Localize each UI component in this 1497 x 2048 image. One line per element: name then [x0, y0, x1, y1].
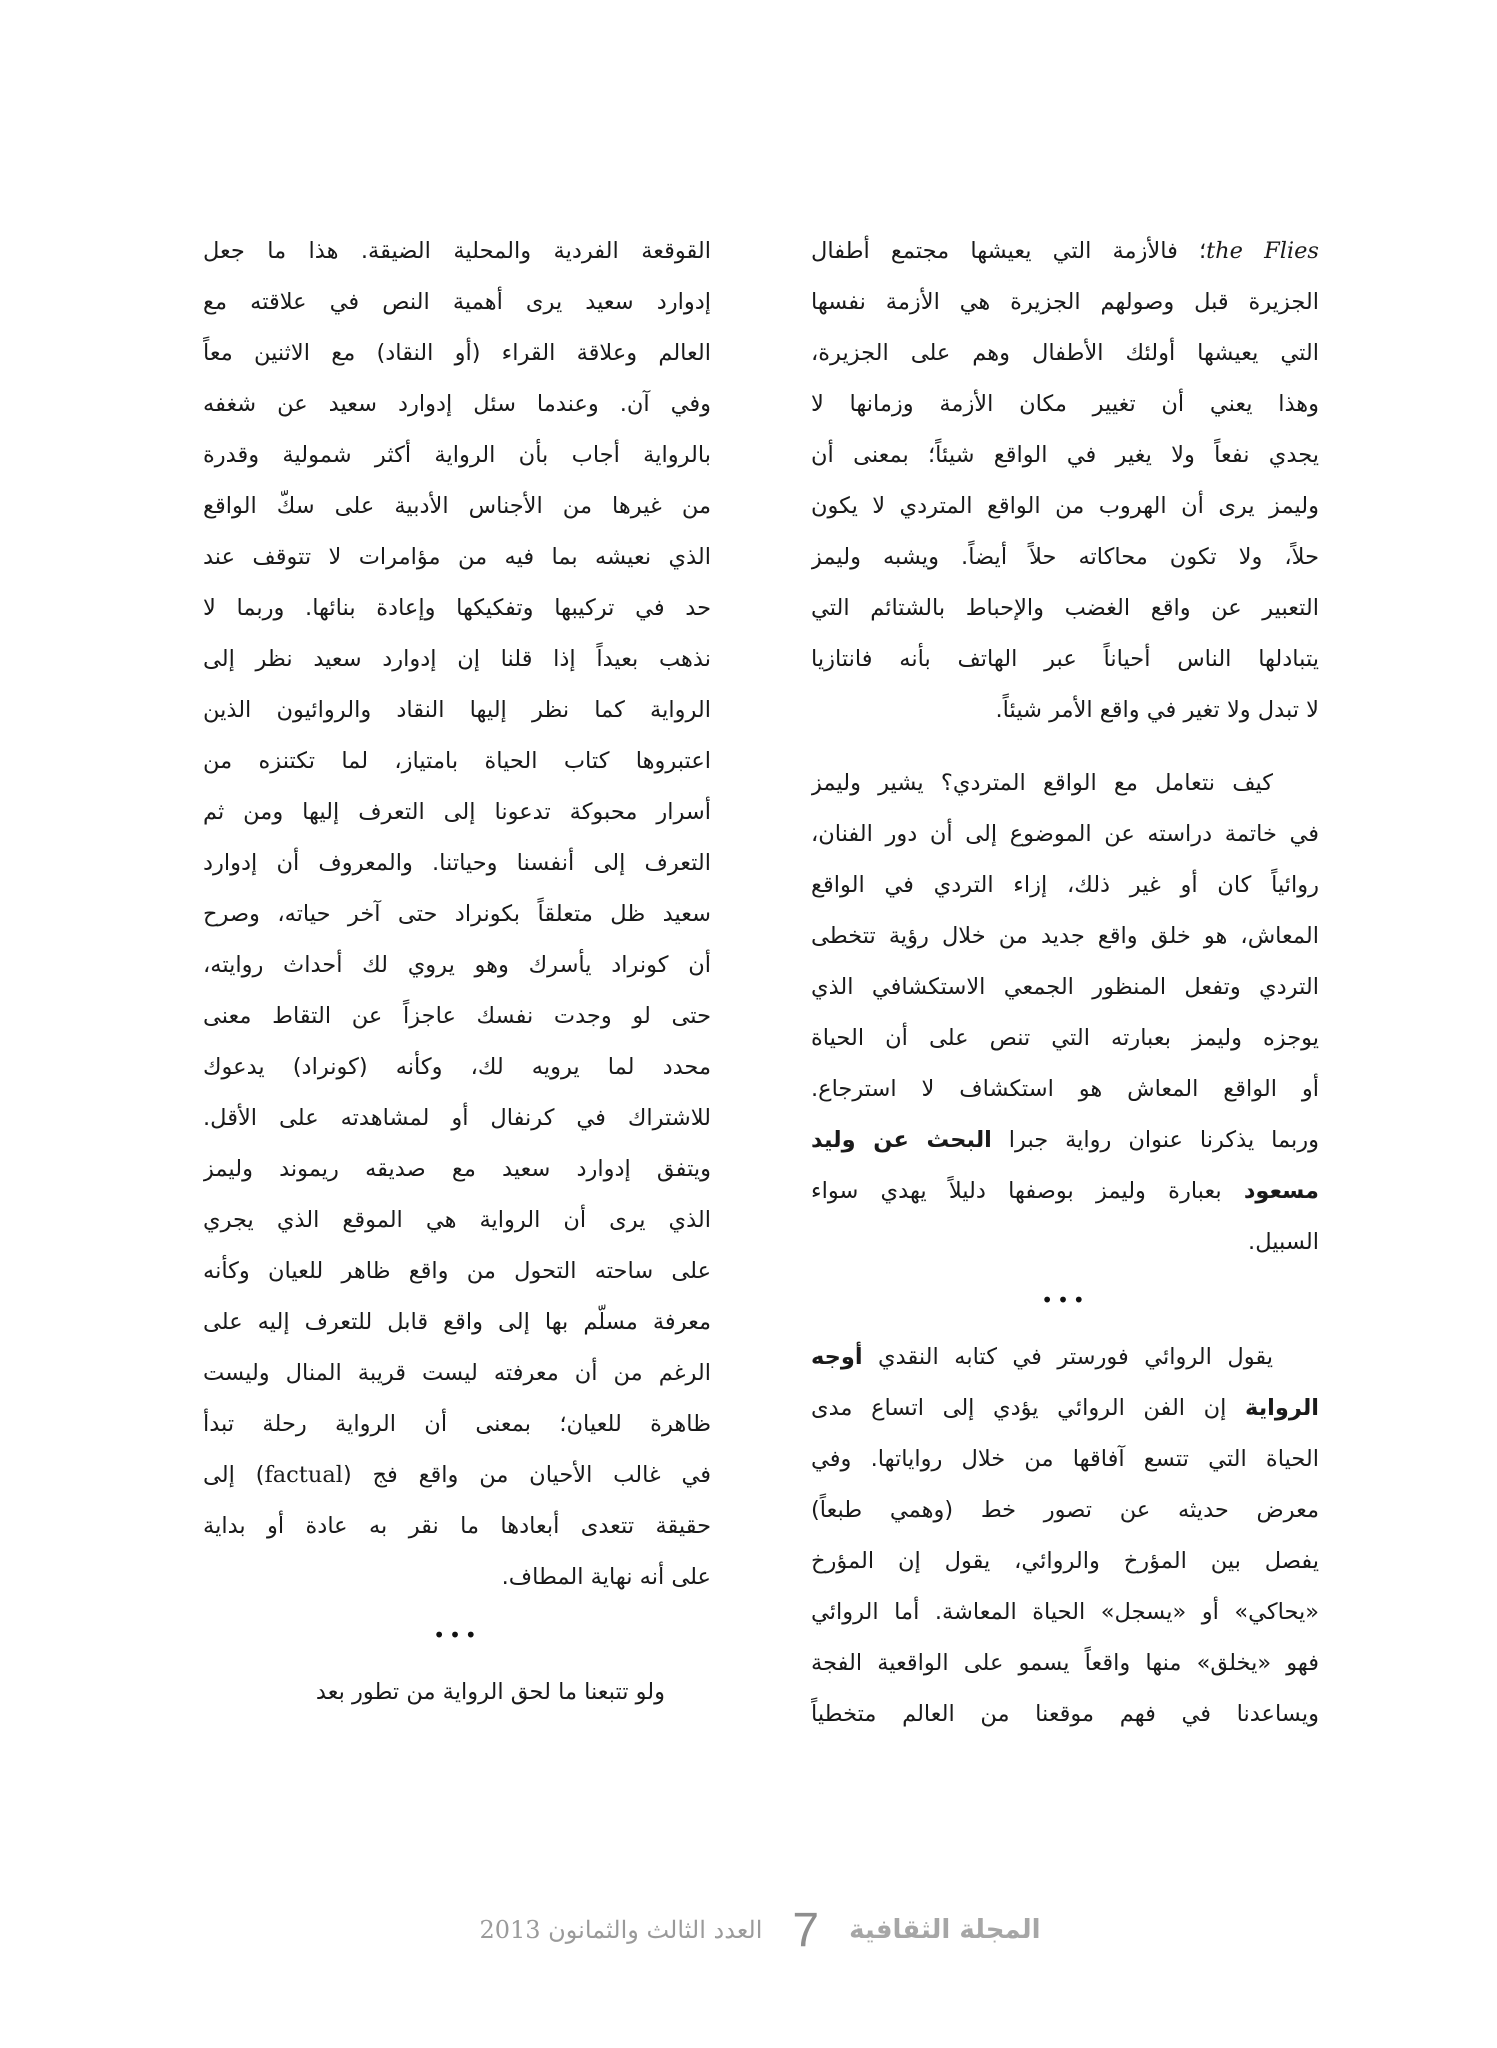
text-line: التردي وتفعل المنظور الجمعي الاستكشافي الذي — [811, 974, 1319, 1000]
text-line: بالرواية أجاب بأن الرواية أكثر شمولية وقدرة — [203, 442, 711, 468]
issue-label: العدد الثالث والثمانون 2013 — [479, 1916, 763, 1944]
text-line: يجدي نفعاً ولا يغير في الواقع شيئاً؛ بمعنى أن — [811, 442, 1319, 468]
text-line: التي يعيشها أولئك الأطفال وهم على الجزيرة، — [811, 340, 1319, 366]
text-line: على أنه نهاية المطاف. — [501, 1564, 711, 1590]
text-line: الحياة التي تتسع آفاقها من خلال رواياتها. وفي — [811, 1446, 1319, 1472]
text-line: أسرار محبوكة تدعونا إلى التعرف إليها ومن ثم — [203, 799, 711, 825]
paragraph — [811, 1332, 1319, 1740]
text-line: التعرف إلى أنفسنا وحياتنا. والمعروف أن إدوارد — [203, 850, 711, 876]
text-line: حد في تركيبها وتفكيكها وإعادة بنائها. وربما لا — [203, 595, 711, 621]
text-line: السبيل. — [1248, 1229, 1319, 1255]
text-line: وفي آن. وعندما سئل إدوارد سعيد عن شغفه — [203, 391, 711, 417]
text-line: الذي نعيشه بما فيه من مؤامرات لا تتوقف عند — [203, 544, 711, 570]
text-line: الذي يرى أن الرواية هي الموقع الذي يجري — [203, 1207, 711, 1233]
text-line: معرفة مسلّم بها إلى واقع قابل للتعرف إليه على — [203, 1309, 711, 1335]
book-title: أوجه — [811, 1344, 863, 1370]
text-line: يتبادلها الناس أحياناً عبر الهاتف بأنه فانتازيا — [811, 646, 1319, 672]
text-line: في خاتمة دراسته عن الموضوع إلى أن دور الفنان، — [811, 821, 1319, 847]
page-footer — [440, 1900, 1080, 1960]
text-line: على ساحته التحول من واقع ظاهر للعيان وكأنه — [203, 1258, 711, 1284]
text-line: في غالب الأحيان من واقع فج (factual) إلى — [203, 1462, 711, 1488]
text-line: روائياً كان أو غير ذلك، إزاء التردي في الواقع — [811, 872, 1319, 898]
text-line: من غيرها من الأجناس الأدبية على سكّ الواقع — [203, 493, 711, 519]
text-line: «يحاكي» أو «يسجل» الحياة المعاشة. أما الروائي — [811, 1599, 1319, 1625]
section-separator: ••• — [1041, 1288, 1089, 1312]
paragraph — [203, 1667, 711, 1718]
book-title: مسعود — [1243, 1178, 1319, 1204]
book-title: الرواية — [1245, 1395, 1319, 1421]
text-line: the Flies؛ فالأزمة التي يعيشها مجتمع أطفال — [811, 238, 1319, 264]
text-line: القوقعة الفردية والمحلية الضيقة. هذا ما جعل — [203, 238, 711, 264]
text-line: لا تبدل ولا تغير في واقع الأمر شيئاً. — [995, 697, 1319, 723]
paragraph — [811, 758, 1319, 1268]
text-line: المعاش، هو خلق واقع جديد من خلال رؤية تتخطى — [811, 923, 1319, 949]
text-line: إدوارد سعيد يرى أهمية النص في علاقته مع — [203, 289, 711, 315]
text-line: الرغم من أن معرفته ليست قريبة المنال وليست — [203, 1360, 711, 1386]
text-line: ولو تتبعنا ما لحق الرواية من تطور بعد — [315, 1679, 665, 1705]
text-line: مسعود بعبارة وليمز بوصفها دليلاً يهدي سواء — [811, 1178, 1319, 1204]
text-line: سعيد ظل متعلقاً بكونراد حتى آخر حياته، وصرح — [203, 901, 711, 927]
text-line: يقول الروائي فورستر في كتابه النقدي أوجه — [811, 1344, 1273, 1370]
text-line: اعتبروها كتاب الحياة بامتياز، لما تكتنزه من — [203, 748, 711, 774]
paragraph — [203, 226, 711, 1603]
book-title: البحث عن وليد — [811, 1127, 992, 1153]
text-line: الرواية إن الفن الروائي يؤدي إلى اتساع مدى — [811, 1395, 1319, 1421]
paragraph — [811, 226, 1319, 736]
text-line: يوجزه وليمز بعبارته التي تنص على أن الحياة — [811, 1025, 1319, 1051]
right-column — [811, 226, 1319, 1740]
text-line: محدد لما يرويه لك، وكأنه (كونراد) يدعوك — [203, 1054, 711, 1080]
text-line: التعبير عن واقع الغضب والإحباط بالشتائم التي — [811, 595, 1319, 621]
text-line: كيف نتعامل مع الواقع المتردي؟ يشير وليمز — [811, 770, 1273, 796]
text-line: حقيقة تتعدى أبعادها ما نقر به عادة أو بداية — [203, 1513, 711, 1539]
text-line: للاشتراك في كرنفال أو لمشاهدته على الأقل. — [203, 1105, 711, 1131]
text-line: ويتفق إدوارد سعيد مع صديقه ريموند وليمز — [203, 1156, 711, 1182]
text-line: حلاً، ولا تكون محاكاته حلاً أيضاً. ويشبه وليمز — [811, 544, 1319, 570]
text-line: وهذا يعني أن تغيير مكان الأزمة وزمانها لا — [811, 391, 1319, 417]
text-line: نذهب بعيداً إذا قلنا إن إدوارد سعيد نظر إلى — [203, 646, 711, 672]
text-line: حتى لو وجدت نفسك عاجزاً عن التقاط معنى — [203, 1003, 711, 1029]
text-line: أن كونراد يأسرك وهو يروي لك أحداث روايته، — [203, 952, 711, 978]
text-line: وليمز يرى أن الهروب من الواقع المتردي لا يكون — [811, 493, 1319, 519]
text-line: معرض حديثه عن تصور خط (وهمي طبعاً) — [811, 1497, 1319, 1523]
text-line: يفصل بين المؤرخ والروائي، يقول إن المؤرخ — [811, 1548, 1319, 1574]
text-line: أو الواقع المعاش هو استكشاف لا استرجاع. — [811, 1076, 1319, 1102]
magazine-name: المجلة الثقافية — [849, 1915, 1041, 1945]
page-number: 7 — [792, 1903, 820, 1957]
left-column — [203, 226, 711, 1718]
text-line: فهو «يخلق» منها واقعاً يسمو على الواقعية الفجة — [811, 1650, 1319, 1676]
text-line: الجزيرة قبل وصولهم الجزيرة هي الأزمة نفسها — [811, 289, 1319, 315]
text-line: وربما يذكرنا عنوان رواية جبرا البحث عن وليد — [811, 1127, 1319, 1153]
text-line: العالم وعلاقة القراء (أو النقاد) مع الاثنين معاً — [203, 340, 711, 366]
text-line: ظاهرة للعيان؛ بمعنى أن الرواية رحلة تبدأ — [203, 1411, 711, 1437]
section-separator: ••• — [433, 1623, 481, 1647]
text-line: الرواية كما نظر إليها النقاد والروائيون الذين — [203, 697, 711, 723]
text-line: ويساعدنا في فهم موقعنا من العالم متخطياً — [811, 1701, 1319, 1727]
